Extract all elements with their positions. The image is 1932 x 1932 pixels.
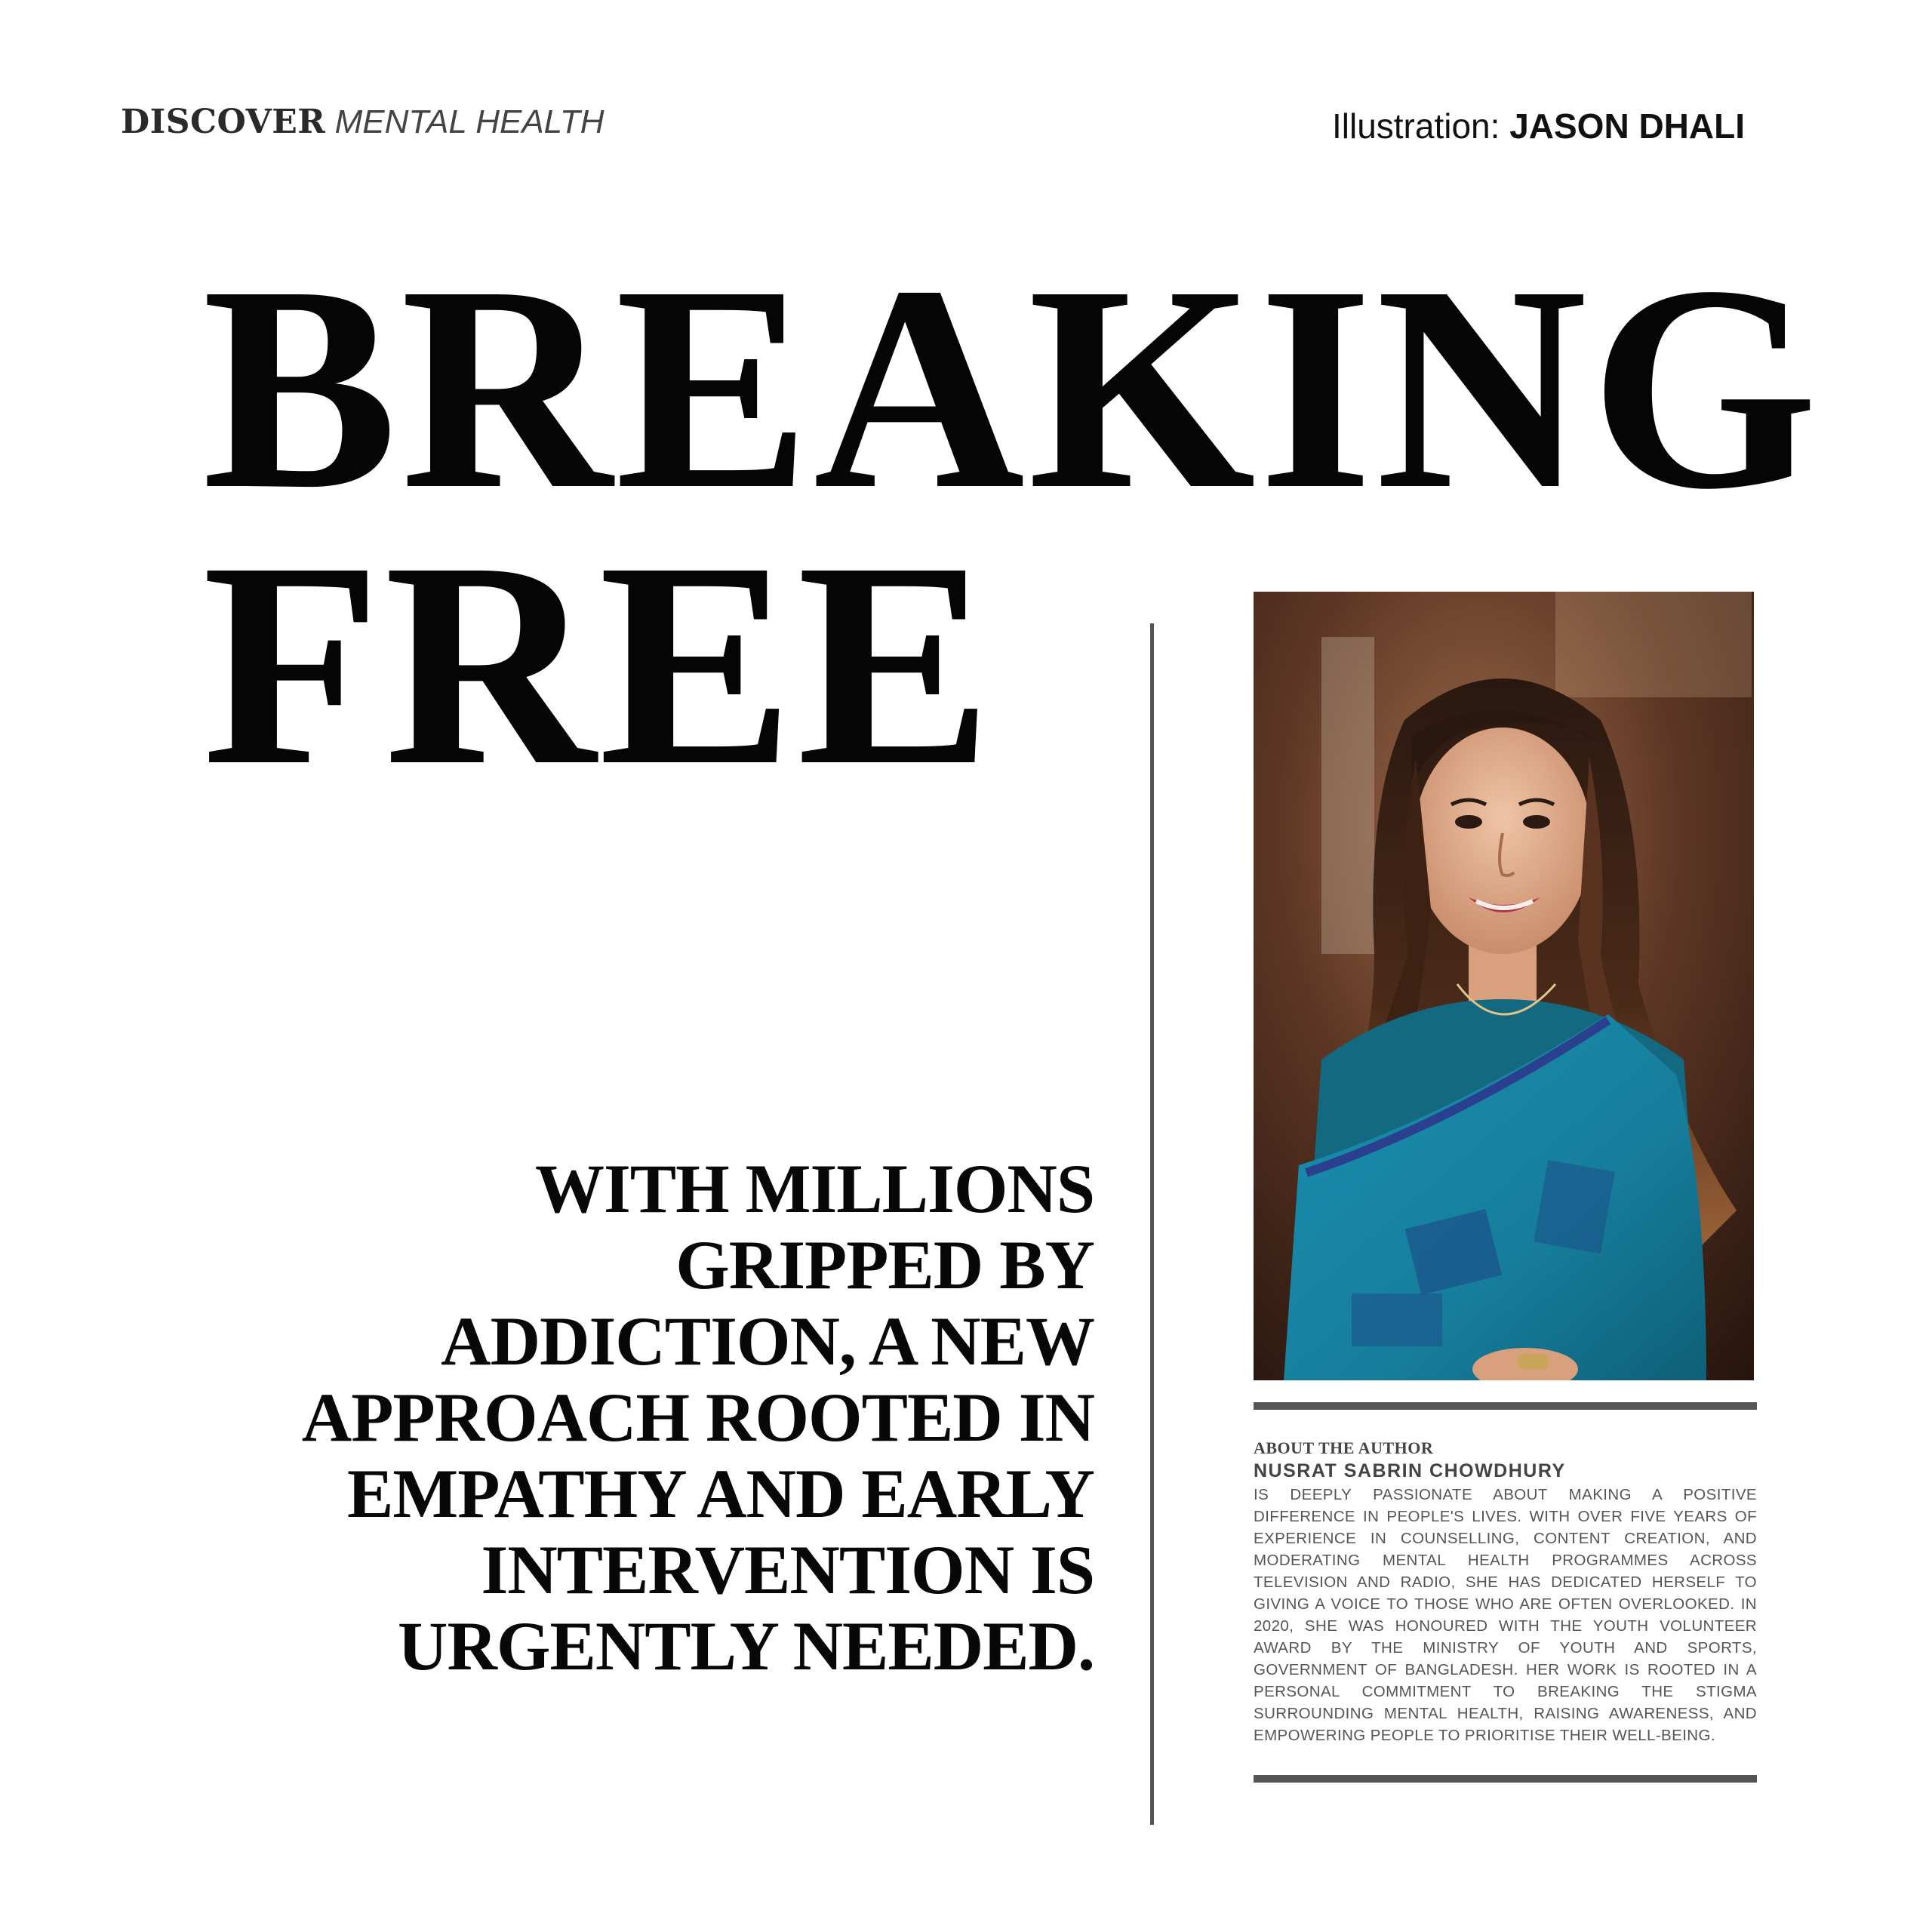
headline-line-1: BREAKING	[202, 225, 1821, 549]
section-tag	[121, 103, 605, 142]
bio-kicker: ABOUT THE AUTHOR	[1254, 1438, 1434, 1457]
bio-top-rule	[1254, 1402, 1757, 1410]
author-photo	[1254, 592, 1754, 1380]
bio-bottom-rule	[1254, 1775, 1757, 1783]
credit-label: Illustration:	[1331, 106, 1500, 146]
deck-standfirst: WITH MILLIONS GRIPPED BY ADDICTION, A NEW APPROACH ROOTED IN EMPATHY AND EARLY INTERVENTION IS URGENTLY NEEDED.	[301, 1150, 1094, 1684]
author-name: NUSRAT SABRIN CHOWDHURY	[1254, 1460, 1566, 1481]
section-tag-light: MENTAL HEALTH	[334, 103, 605, 140]
illustration-credit	[1332, 106, 1745, 146]
credit-name: JASON DHALI	[1509, 106, 1745, 146]
about-the-author	[1254, 1438, 1757, 1746]
author-bio: IS DEEPLY PASSIONATE ABOUT MAKING A POSITIVE DIFFERENCE IN PEOPLE'S LIVES. WITH OVER FIVE YEARS OF EXPERIENCE IN COUNSELLING, CONTENT CREATION, AND MODERATING MENTAL HEALTH PROGRAMMES ACROSS TELEVISION AND RADIO, SHE HAS DEDICATED HERSELF TO GIVING A VOICE TO THOSE WHO ARE OFTEN OVERLOOKED. IN 2020, SHE WAS HONOURED WITH THE YOUTH VOLUNTEER AWARD BY THE MINISTRY OF YOUTH AND SPORTS, GOVERNMENT OF BANGLADESH. HER WORK IS ROOTED IN A PERSONAL COMMITMENT TO BREAKING THE STIGMA SURROUNDING MENTAL HEALTH, RAISING AWARENESS, AND EMPOWERING PEOPLE TO PRIORITISE THEIR WELL-BEING.	[1254, 1486, 1757, 1744]
vertical-divider	[1150, 623, 1154, 1825]
section-tag-strong: DISCOVER	[121, 103, 326, 141]
headline-line-2: FREE	[202, 501, 995, 826]
